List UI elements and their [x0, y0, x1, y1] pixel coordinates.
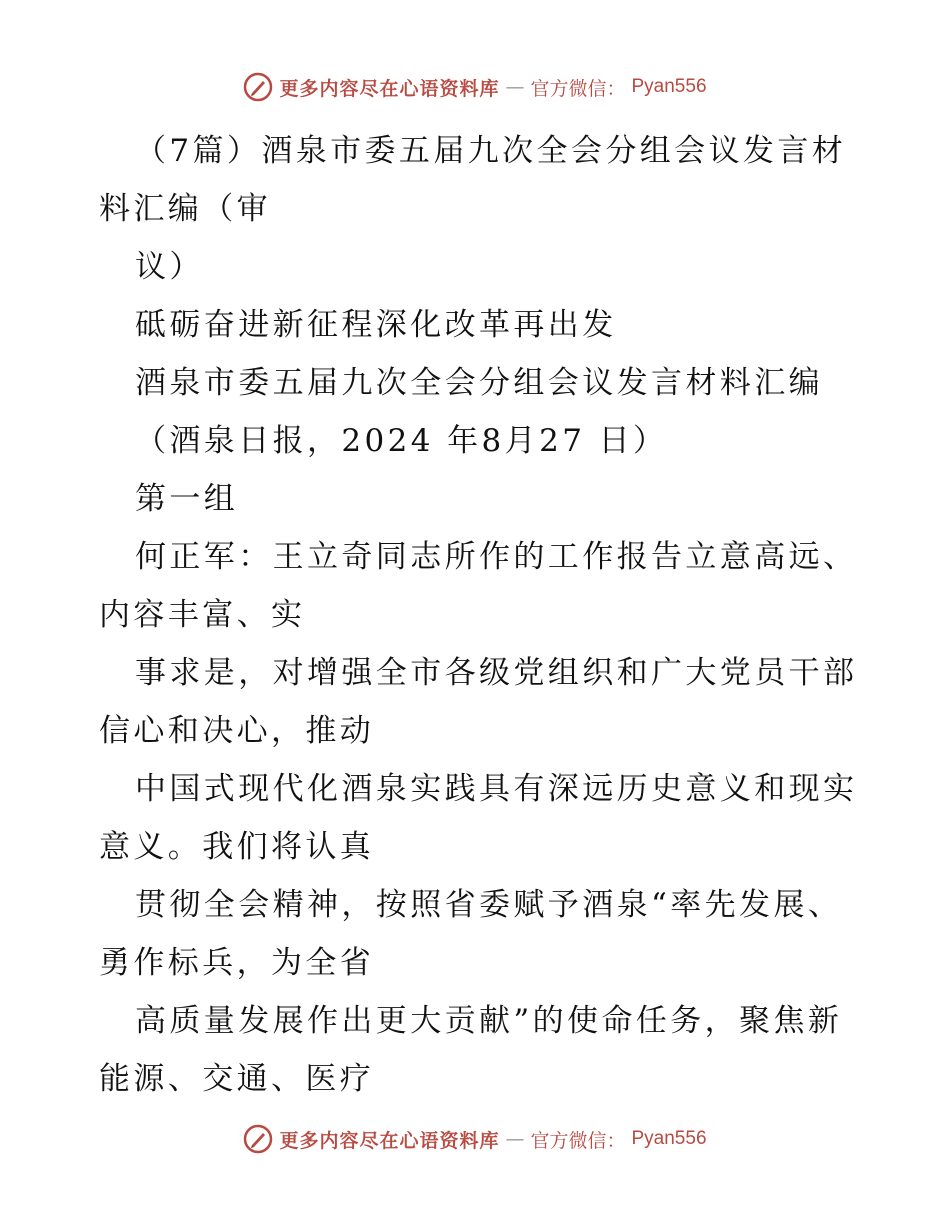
document-body [99, 122, 859, 1108]
watermark-text: 更多内容尽在心语资料库 [279, 77, 500, 100]
watermark-wechat-id: Pyan556 [631, 1128, 707, 1149]
text-line: 砥砺奋进新征程深化改革再出发 [135, 307, 617, 343]
text-line: 贯彻全会精神，按照省委赋予酒泉“率先发展、 [135, 887, 843, 923]
text-line: 勇作标兵，为全省 [99, 945, 375, 981]
watermark-suffix: 官方微信： [530, 77, 626, 100]
watermark-separator: — [505, 76, 525, 98]
text-line: 何正军：王立奇同志所作的工作报告立意高远、 [135, 539, 858, 575]
text-line: 意义。我们将认真 [99, 829, 375, 865]
text-line: 第一组 [135, 481, 239, 517]
header-watermark [0, 72, 950, 102]
text-line: 议） [135, 249, 204, 285]
watermark-separator: — [505, 1128, 525, 1150]
watermark-text: 更多内容尽在心语资料库 [279, 1129, 500, 1152]
text-line: （7篇）酒泉市委五届九次全会分组会议发言材 [135, 133, 847, 169]
footer-watermark [0, 1124, 950, 1154]
text-line: 能源、交通、医疗 [99, 1061, 375, 1097]
watermark-wechat-id: Pyan556 [631, 76, 707, 97]
text-line: 料汇编（审 [99, 191, 271, 227]
text-line: 高质量发展作出更大贡献”的使命任务，聚焦新 [135, 1003, 843, 1039]
text-line: 信心和决心，推动 [99, 713, 375, 749]
pen-logo-icon [243, 72, 273, 102]
pen-logo-icon [243, 1124, 273, 1154]
text-line: 中国式现代化酒泉实践具有深远历史意义和现实 [135, 771, 858, 807]
text-line: 内容丰富、实 [99, 597, 306, 633]
text-line: （酒泉日报，2024 年8月27 日） [135, 423, 668, 459]
watermark-suffix: 官方微信： [530, 1129, 626, 1152]
text-line: 酒泉市委五届九次全会分组会议发言材料汇编 [135, 365, 823, 401]
text-line: 事求是，对增强全市各级党组织和广大党员干部 [135, 655, 858, 691]
